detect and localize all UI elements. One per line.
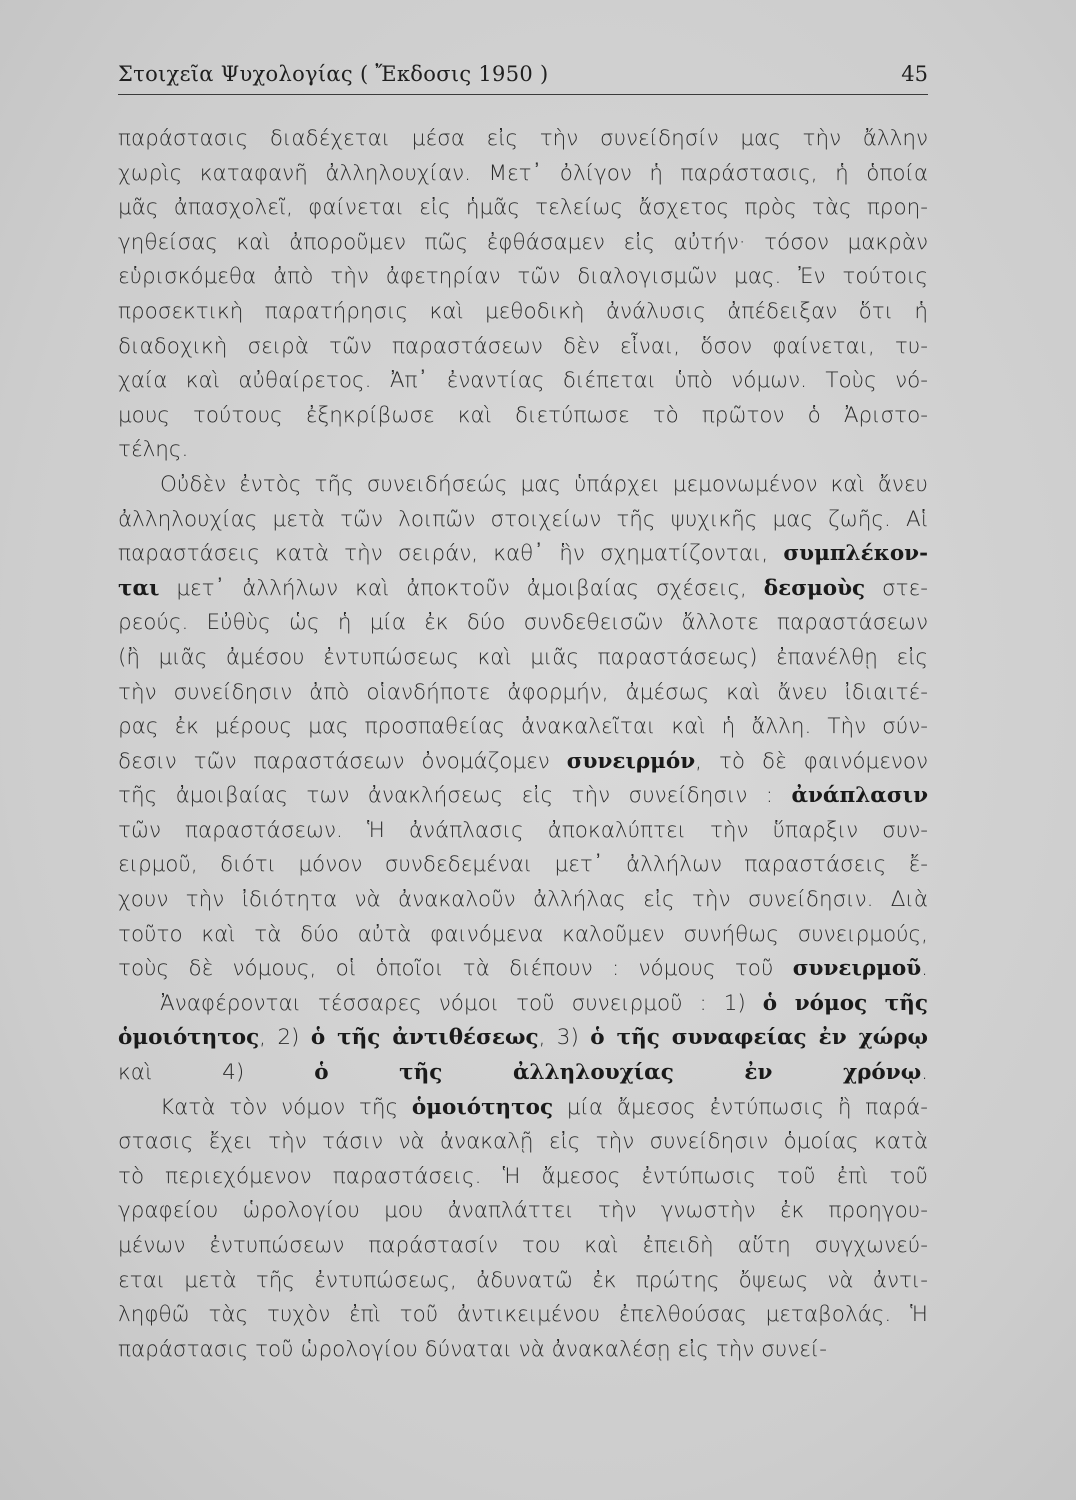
text-line xyxy=(118,814,928,849)
bold-term: συνειρμόν xyxy=(566,748,696,774)
text-run: μᾶς ἀπασχολεῖ, φαίνεται εἰς ἡμᾶς τελείως ἄσχετος πρὸς τὰς προη- xyxy=(118,195,928,221)
text-run: Οὐδὲν ἐντὸς τῆς συνειδήσεώς μας ὑπάρχει μεμονωμένον καὶ ἄνευ xyxy=(160,471,928,497)
bold-term: συνειρμοῦ xyxy=(792,956,922,982)
bold-term: δεσμοὺς xyxy=(763,575,866,601)
text-run: τῶν παραστάσεων. Ἡ ἀνάπλασις ἀποκαλύπτει τὴν ὕπαρξιν συν- xyxy=(118,817,928,843)
text-line xyxy=(118,295,928,330)
text-run: χουν τὴν ἰδιότητα νὰ ἀνακαλοῦν ἀλλήλας εἰς τὴν συνείδησιν. Διὰ xyxy=(118,887,928,913)
text-run: Κατὰ τὸν νόμον τῆς xyxy=(160,1094,412,1120)
text-line xyxy=(118,883,928,918)
text-line xyxy=(118,1021,928,1056)
text-line xyxy=(118,848,928,883)
text-run: μετ᾽ ἀλλήλων καὶ ἀποκτοῦν ἀμοιβαίας σχέσεις, xyxy=(159,575,764,601)
text-line xyxy=(118,1056,928,1091)
text-run: εὑρισκόμεθα ἀπὸ τὴν ἀφετηρίαν τῶν διαλογισμῶν μας. Ἐν τούτοις xyxy=(118,264,928,290)
bold-term: ὁ τῆς ἀλληλουχίας ἐν χρόνῳ xyxy=(314,1060,922,1086)
text-run: . xyxy=(921,1060,929,1086)
text-run: γραφείου ὡρολογίου μου ἀναπλάττει τὴν γνωστὴν ἐκ προηγου- xyxy=(118,1198,928,1224)
text-line xyxy=(118,537,928,572)
text-run: παραστάσεις κατὰ τὴν σειράν, καθ᾽ ἣν σχηματίζονται, xyxy=(118,541,784,567)
page-header xyxy=(118,60,928,95)
text-line xyxy=(118,503,928,538)
text-run: , τὸ δὲ φαινόμενον xyxy=(695,748,928,774)
text-line xyxy=(118,433,928,468)
running-title: Στοιχεῖα Ψυχολογίας ( Ἔκδοσις 1950 ) xyxy=(118,62,549,86)
text-run: μένων ἐντυπώσεων παράστασίν του καὶ ἐπειδὴ αὕτη συγχωνεύ- xyxy=(118,1233,928,1258)
text-line xyxy=(118,745,928,780)
bold-term: ὁ τῆς συναφείας ἐν χώρῳ xyxy=(590,1025,929,1051)
text-run: προσεκτικὴ παρατήρησις καὶ μεθοδικὴ ἀνάλυσις ἀπέδειξαν ὅτι ἡ xyxy=(118,298,928,324)
text-run: Ἀναφέρονται τέσσαρες νόμοι τοῦ συνειρμοῦ : 1) xyxy=(160,990,763,1016)
text-run: ρας ἐκ μέρους μας προσπαθείας ἀνακαλεῖται καὶ ἡ ἄλλη. Τὴν σύν- xyxy=(118,714,928,740)
bold-term: συμπλέκον- xyxy=(783,541,928,567)
text-line xyxy=(118,399,928,434)
text-run: στε- xyxy=(865,575,928,601)
text-run: τὸ περιεχόμενον παραστάσεις. Ἡ ἄμεσος ἐντύπωσις τοῦ ἐπὶ τοῦ xyxy=(118,1163,928,1189)
text-line xyxy=(118,260,928,295)
text-line xyxy=(118,1091,928,1126)
text-line xyxy=(118,710,928,745)
text-run: τοὺς δὲ νόμους, οἱ ὁποῖοι τὰ διέπουν : νόμους τοῦ xyxy=(118,956,793,982)
text-run: τῆς ἀμοιβαίας των ἀνακλήσεως εἰς τὴν συνείδησιν : xyxy=(118,783,792,809)
text-line xyxy=(118,952,928,987)
text-run: ἀλληλουχίας μετὰ τῶν λοιπῶν στοιχείων τῆς ψυχικῆς μας ζωῆς. Αἱ xyxy=(118,506,928,532)
text-line xyxy=(118,364,928,399)
text-run: μία ἄμεσος ἐντύπωσις ἢ παρά- xyxy=(553,1094,928,1120)
text-run: διαδοχικὴ σειρὰ τῶν παραστάσεων δὲν εἶναι, ὅσον φαίνεται, τυ- xyxy=(118,333,928,359)
text-run: τὴν συνείδησιν ἀπὸ οἱανδήποτε ἀφορμήν, ἀμέσως καὶ ἄνευ ἰδιαιτέ- xyxy=(118,679,928,705)
text-line xyxy=(118,1333,928,1368)
text-run: μους τούτους ἐξηκρίβωσε καὶ διετύπωσε τὸ πρῶτον ὁ Ἀριστο- xyxy=(118,402,928,428)
text-run: στασις ἔχει τὴν τάσιν νὰ ἀνακαλῇ εἰς τὴν συνείδησιν ὁμοίας κατὰ xyxy=(118,1129,928,1155)
text-run: ληφθῶ τὰς τυχὸν ἐπὶ τοῦ ἀντικειμένου ἐπελθούσας μεταβολάς. Ἡ xyxy=(118,1302,928,1328)
text-run: χαία καὶ αὐθαίρετος. Ἀπ᾽ ἐναντίας διέπεται ὑπὸ νόμων. Τοὺς νό- xyxy=(118,368,928,394)
text-run: παράστασις τοῦ ὡρολογίου δύναται νὰ ἀνακαλέσῃ εἰς τὴν συνεί- xyxy=(118,1336,827,1362)
text-line xyxy=(118,1160,928,1195)
text-line xyxy=(118,157,928,192)
text-line xyxy=(118,1125,928,1160)
text-run: , 3) xyxy=(538,1025,591,1051)
text-run: τοῦτο καὶ τὰ δύο αὐτὰ φαινόμενα καλοῦμεν συνήθως συνειρμούς, xyxy=(118,921,928,947)
text-line xyxy=(118,122,928,157)
text-line xyxy=(118,918,928,953)
text-line xyxy=(118,330,928,365)
text-line xyxy=(118,676,928,711)
page-number: 45 xyxy=(901,62,928,86)
text-line xyxy=(118,1229,928,1264)
text-line xyxy=(118,779,928,814)
text-line xyxy=(118,572,928,607)
text-run: χωρὶς καταφανῆ ἀλληλουχίαν. Μετ᾽ ὀλίγον ἡ παράστασις, ἡ ὁποία xyxy=(118,160,928,186)
bold-term: ὁμοιότητος xyxy=(411,1094,554,1120)
text-run: , 2) xyxy=(259,1025,311,1051)
text-run: ρεούς. Εὐθὺς ὡς ἡ μία ἐκ δύο συνδεθεισῶν ἄλλοτε παραστάσεων xyxy=(118,610,928,636)
bold-term: ται xyxy=(118,575,160,601)
text-line xyxy=(118,226,928,261)
text-line xyxy=(118,987,928,1022)
text-run: παράστασις διαδέχεται μέσα εἰς τὴν συνείδησίν μας τὴν ἄλλην xyxy=(118,126,928,151)
text-line xyxy=(118,1194,928,1229)
text-line xyxy=(118,606,928,641)
text-run: τέλης. xyxy=(118,437,189,463)
text-run: (ἢ μιᾶς ἀμέσου ἐντυπώσεως καὶ μιᾶς παραστάσεως) ἐπανέλθῃ εἰς xyxy=(118,644,928,670)
body-text xyxy=(118,122,928,1367)
bold-term: ὁμοιότητος xyxy=(118,1025,260,1051)
text-line xyxy=(118,191,928,226)
text-run: δεσιν τῶν παραστάσεων ὀνομάζομεν xyxy=(118,748,567,774)
text-run: . xyxy=(921,956,928,982)
text-line xyxy=(118,468,928,503)
text-line xyxy=(118,641,928,676)
text-run: ειρμοῦ, διότι μόνον συνδεδεμέναι μετ᾽ ἀλλήλων παραστάσεις ἔ- xyxy=(118,852,928,878)
bold-term: ὁ τῆς ἀντιθέσεως xyxy=(310,1025,539,1051)
text-run: γηθείσας καὶ ἀποροῦμεν πῶς ἐφθάσαμεν εἰς αὐτήν· τόσον μακρὰν xyxy=(118,229,928,255)
bold-term: ὁ νόμος τῆς xyxy=(762,990,928,1016)
bold-term: ἀνάπλασιν xyxy=(791,783,928,809)
text-line xyxy=(118,1298,928,1333)
text-line xyxy=(118,1264,928,1299)
text-run: καὶ 4) xyxy=(118,1060,315,1086)
text-run: εται μετὰ τῆς ἐντυπώσεως, ἀδυνατῶ ἐκ πρώτης ὄψεως νὰ ἀντι- xyxy=(118,1267,928,1293)
